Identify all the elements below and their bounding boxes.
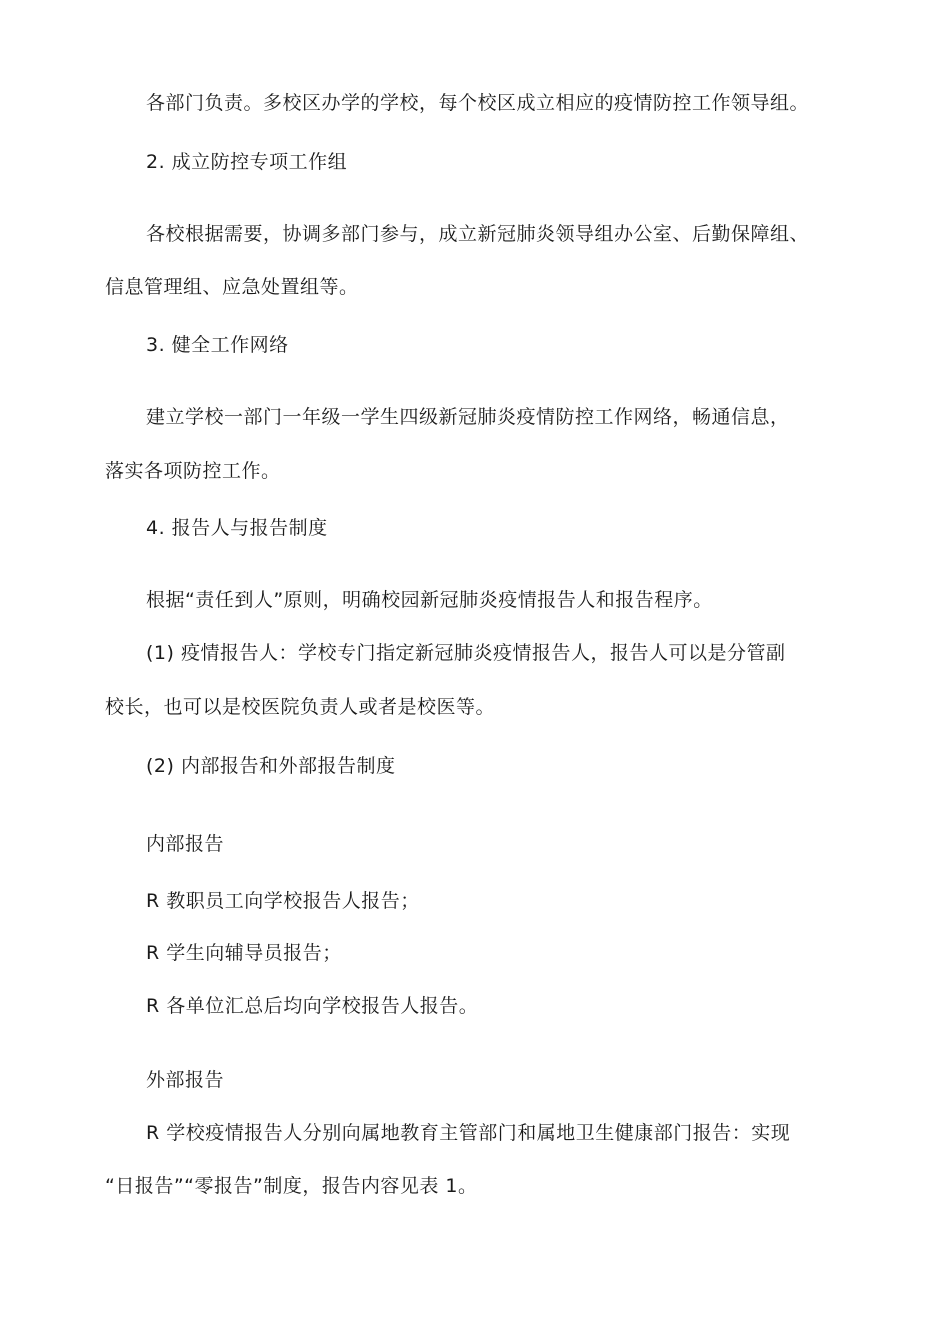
section-heading: 4. 报告人与报告制度 xyxy=(146,517,328,539)
list-item: R 各单位汇总后均向学校报告人报告。 xyxy=(146,995,479,1017)
subsection-heading: (2) 内部报告和外部报告制度 xyxy=(146,755,396,777)
paragraph-line: (1) 疫情报告人：学校专门指定新冠肺炎疫情报告人，报告人可以是分管副 xyxy=(146,642,786,664)
subsection-label: 内部报告 xyxy=(146,833,225,855)
paragraph-line: 建立学校一部门一年级一学生四级新冠肺炎疫情防控工作网络，畅通信息， xyxy=(146,406,790,428)
paragraph-line: 校长，也可以是校医院负责人或者是校医等。 xyxy=(105,696,496,718)
paragraph-line: 各校根据需要，协调多部门参与，成立新冠肺炎领导组办公室、后勤保障组、 xyxy=(146,223,810,245)
paragraph-line: 各部门负责。多校区办学的学校，每个校区成立相应的疫情防控工作领导组。 xyxy=(146,92,810,114)
subsection-label: 外部报告 xyxy=(146,1069,225,1091)
list-item: R 教职员工向学校报告人报告； xyxy=(146,890,420,912)
list-item: R 学校疫情报告人分别向属地教育主管部门和属地卫生健康部门报告：实现 xyxy=(146,1122,791,1144)
list-item: R 学生向辅导员报告； xyxy=(146,942,342,964)
section-heading: 3. 健全工作网络 xyxy=(146,334,289,356)
paragraph-line: “日报告”“零报告”制度，报告内容见表 1。 xyxy=(105,1175,478,1197)
section-heading: 2. 成立防控专项工作组 xyxy=(146,151,348,173)
paragraph-line: 信息管理组、应急处置组等。 xyxy=(105,276,359,298)
paragraph-line: 落实各项防控工作。 xyxy=(105,460,281,482)
paragraph-line: 根据“责任到人”原则，明确校园新冠肺炎疫情报告人和报告程序。 xyxy=(146,589,713,611)
